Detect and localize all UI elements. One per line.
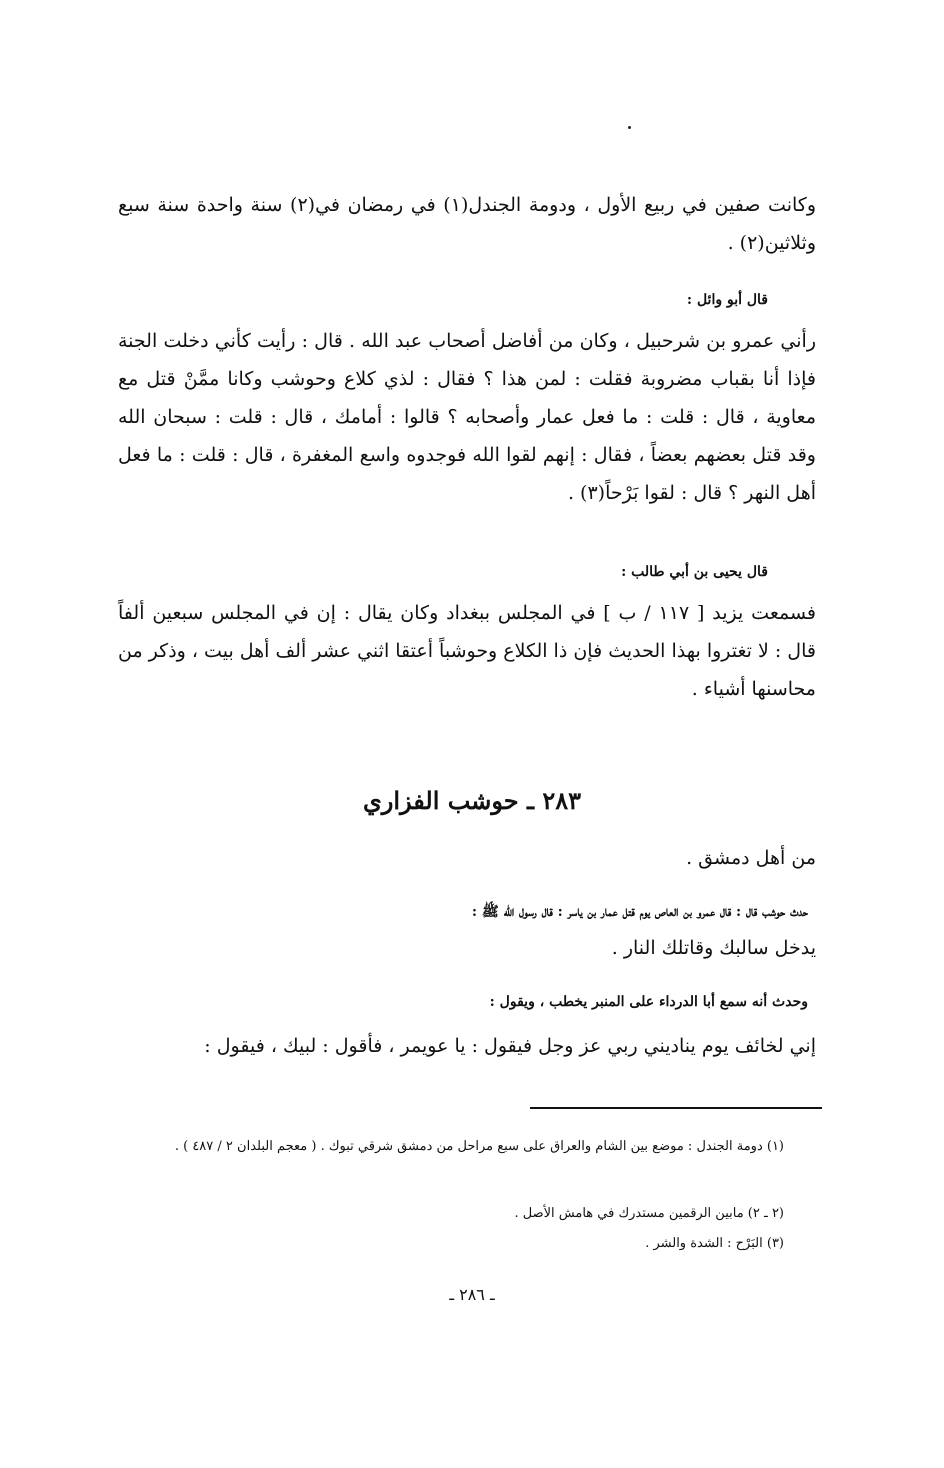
hadith-1-isnad: حدث حوشب قال : قال عمرو بن العاص يوم قتل عمار بن ياسر : قال رسول الله ﷺ : xyxy=(471,904,808,920)
narration-paragraph-1: رأني عمرو بن شرحبيل ، وكان من أفاضل أصحاب عبد الله . قال : رأيت كأني دخلت الجنة فإذا أنا بقباب مضروبة فقلت : لمن هذا ؟ فقال : لذي كلاع وحوشب وكانا ممَّنْ قتل مع معاوية ، قال : قلت : ما فعل عمار وأصحابه ؟ قالوا : أمامك ، قال : قلت : سبحان الله وقد قتل بعضهم بعضاً ، فقال : إنهم لقوا الله فوجدوه واسع المغفرة ، قال : قلت : ما فعل أهل النهر ؟ قال : لقوا بَرْحاً(٣) . xyxy=(118,330,816,504)
footnote-2: (٢ ـ ٢) مابين الرقمين مستدرك في هامش الأصل . xyxy=(514,1206,784,1221)
narrator-label-abu-wail: قال أبو وائل : xyxy=(686,292,768,308)
hadith-1-text: يدخل سالبك وقاتلك النار . xyxy=(611,937,816,959)
narration-paragraph-2: فسمعت يزيد [ ١١٧ / ب ] في المجلس ببغداد وكان يقال : إن في المجلس سبعين ألفاً قال : لا تغتروا بهذا الحديث فإن ذا الكلاع وحوشباً أعتقا اثني عشر ألف أهل بيت ، وذكر من محاسنها أشياء . xyxy=(118,602,816,700)
narrator-label-yahya: قال يحيى بن أبي طالب : xyxy=(621,564,768,580)
stray-mark xyxy=(628,126,631,129)
entry-heading: ٢٨٣ ـ حوشب الفزاري xyxy=(362,786,582,815)
footnote-1: (١) دومة الجندل : موضع بين الشام والعراق على سبع مراحل من دمشق شرقي تبوك . ( معجم البلدان ٢ / ٤٨٧ ) . xyxy=(174,1139,784,1154)
footnote-3: (٣) البَرْح : الشدة والشر . xyxy=(645,1236,784,1251)
footnote-separator xyxy=(530,1107,822,1109)
page-number: ـ ٢٨٦ ـ xyxy=(449,1285,495,1304)
hadith-2-isnad: وحدث أنه سمع أبا الدرداء على المنبر يخطب ، ويقول : xyxy=(489,994,808,1010)
entry-origin: من أهل دمشق . xyxy=(686,847,816,869)
intro-paragraph: وكانت صفين في ربيع الأول ، ودومة الجندل(١) في رمضان في(٢) سنة واحدة سنة سبع وثلاثين(٢) . xyxy=(118,194,817,254)
hadith-2-text: إني لخائف يوم يناديني ربي عز وجل فيقول : يا عويمر ، فأقول : لبيك ، فيقول : xyxy=(204,1035,816,1057)
